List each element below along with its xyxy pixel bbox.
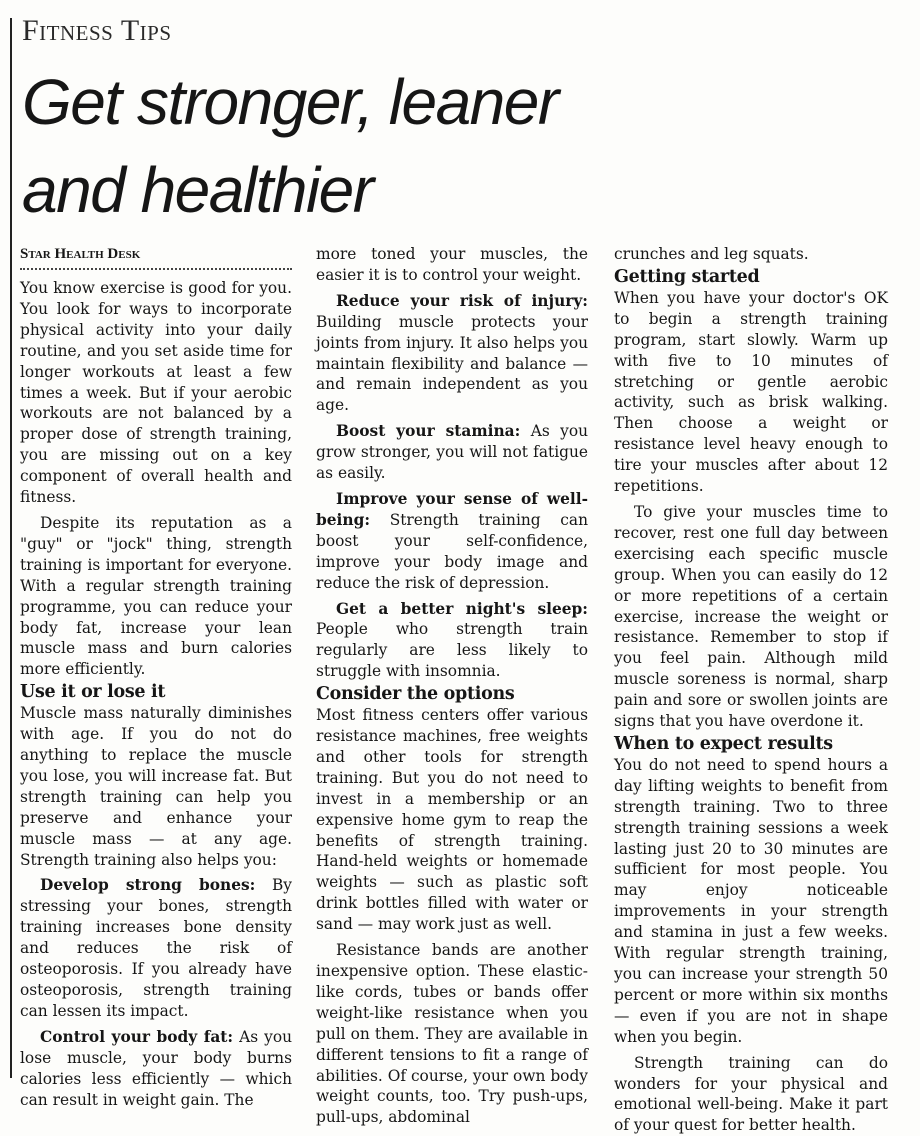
byline: Star Health Desk (20, 246, 141, 262)
byline-divider (20, 268, 292, 270)
article-column-2 (316, 244, 588, 1128)
paragraph (316, 291, 588, 416)
paragraph-text: Building muscle protects your joints from injury. It also helps you maintain flexibility and balance — and remain independent as you age. (316, 312, 588, 415)
lead-in: Boost your stamina: (336, 422, 521, 441)
paragraph: Resistance bands are another inexpensive option. These elastic-like cords, tubes or bands offer weight-like resistance when you pull on them. They are available in different tensions to fit a range of abilities. Of course, your own body weight counts, too. Try push-ups, pull-ups, abdominal (316, 941, 588, 1127)
lead-in: Control your body fat: (40, 1027, 234, 1046)
paragraph (20, 875, 292, 1021)
headline-line-1: Get stronger, leaner (22, 66, 558, 138)
column-rule (10, 18, 12, 1078)
paragraph: crunches and leg squats. (614, 245, 809, 263)
lead-in: Develop strong bones: (40, 876, 256, 895)
article-column-3 (614, 244, 888, 1136)
paragraph: When you have your doctor's OK to begin a strength training program, start slowly. Warm up with five to 10 minutes of stretching or gentle aerobic activity, such as brisk walking. Then choose a weight or resistance level heavy enough to tire your muscles after about 12 repetitions. (614, 288, 888, 496)
lead-in: Improve your sense of well-being: (316, 489, 588, 529)
section-kicker: Fitness Tips (22, 14, 172, 47)
paragraph: Muscle mass naturally diminishes with age. If you do not do anything to replace the muscle you lose, you will increase fat. But strength training can help you preserve and enhance your muscle mass — at any age. Strength training also helps you: (20, 704, 292, 869)
paragraph-text: As you lose muscle, your body burns calories less efficiently — which can result in weight gain. The (20, 1027, 293, 1109)
paragraph-text: People who strength train regularly are less likely to struggle with insomnia. (316, 620, 588, 681)
paragraph: Despite its reputation as a "guy" or "jock" thing, strength training is important for everyone. With a regular strength training programme, you can reduce your body fat, increase your lean muscle mass and burn calories more efficiently. (20, 513, 292, 679)
paragraph: You do not need to spend hours a day lifting weights to benefit from strength training. Two to three strength training sessions a week lasting just 20 to 30 minutes are sufficient for most people. You may enjoy noticeable improvements in your strength and stamina in just a few weeks. With regular strength training, you can increase your strength 50 percent or more within six months — even if you are not in shape when you begin. (614, 755, 888, 1046)
paragraph-text: Strength training can boost your self-confidence, improve your body image and reduce the risk of depression. (316, 510, 588, 592)
paragraph: Most fitness centers offer various resistance machines, free weights and other tools for strength training. But you do not need to invest in a membership or an expensive home gym to reap the benefits of strength training. Hand-held weights or homemade weights — such as plastic soft drink bottles filled with water or sand — may work just as well. (316, 706, 588, 934)
lead-in: Get a better night's sleep: (336, 599, 588, 618)
subheading-use-it: Use it or lose it (20, 682, 166, 703)
paragraph: more toned your muscles, the easier it is to control your weight. (316, 245, 588, 284)
article-headline (22, 58, 902, 234)
paragraph (316, 489, 588, 594)
article-column-1 (20, 244, 292, 1110)
subheading-expect-results: When to expect results (614, 733, 833, 754)
paragraph: To give your muscles time to recover, rest one full day between exercising each specific muscle group. When you can easily do 12 or more repetitions of a certain exercise, increase the weight or resistance. Remember to stop if you feel pain. Although mild muscle soreness is normal, sharp pain and sore or swollen joints are signs that you have overdone it. (614, 502, 888, 731)
paragraph (20, 1027, 292, 1111)
paragraph (316, 599, 588, 683)
lead-in: Reduce your risk of injury: (336, 291, 588, 310)
subheading-getting-started: Getting started (614, 266, 760, 287)
subheading-consider-options: Consider the options (316, 684, 515, 705)
paragraph-text: By stressing your bones, strength training increases bone density and reduces the risk of osteoporosis. If you already have osteoporosis, strength training can lessen its impact. (20, 876, 292, 1020)
paragraph-text: As you grow stronger, you will not fatigue as easily. (316, 422, 588, 483)
paragraph: Strength training can do wonders for your physical and emotional well-being. Make it part of your quest for better health. (614, 1053, 888, 1135)
headline-line-2: and healthier (22, 154, 373, 226)
paragraph (316, 421, 588, 484)
paragraph: You know exercise is good for you. You look for ways to incorporate physical activity into your daily routine, and you set aside time for longer workouts at least a few times a week. But if your aerobic workouts are not balanced by a proper dose of strength training, you are missing out on a key component of overall health and fitness. (20, 279, 292, 507)
